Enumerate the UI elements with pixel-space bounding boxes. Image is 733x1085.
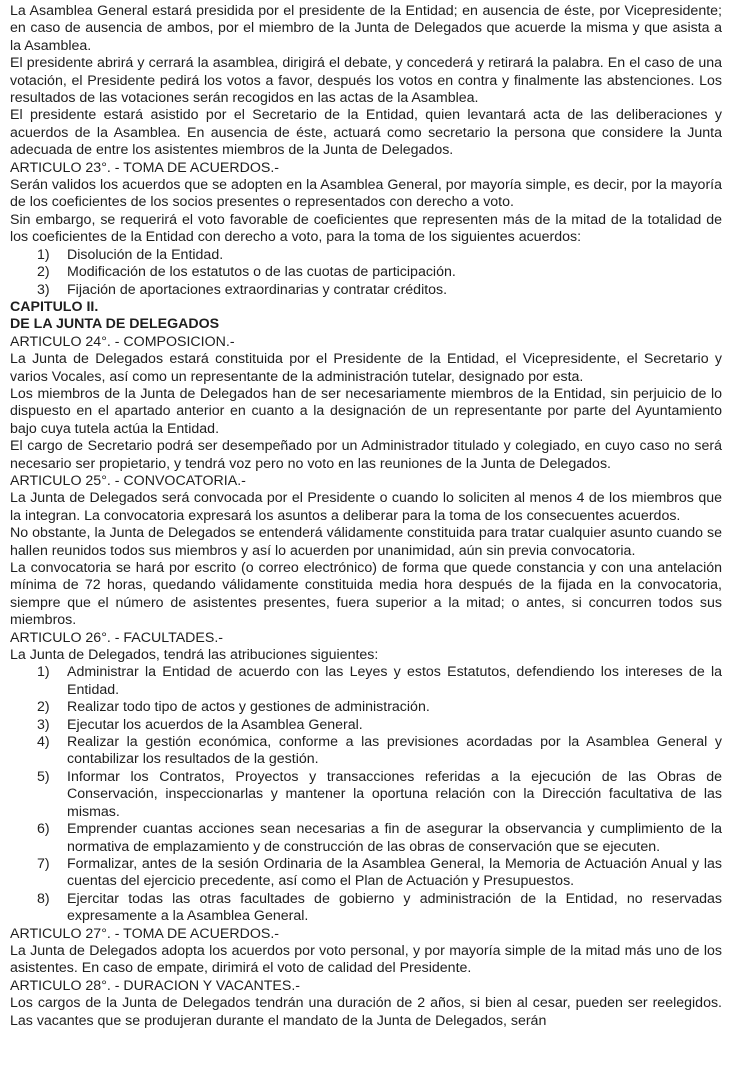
list-item: [10, 734, 722, 769]
paragraph-presidente-debate: El presidente abrirá y cerrará la asamblea, dirigirá el debate, y concederá y retirará la palabra. En el caso de una votación, el Presidente pedirá los votos a favor, después los votos en contra y finalmente las abstenciones. Los resultados de las votaciones serán recogidos en las actas de la Asamblea.: [10, 55, 722, 107]
article-27-heading: ARTICULO 27°. - TOMA DE ACUERDOS.-: [10, 925, 279, 942]
list-item: [10, 247, 722, 264]
list-item-text: Informar los Contratos, Proyectos y transacciones referidas a la ejecución de las Obras de Conservación, inspeccionarlas y mantener la oportuna relación con la Dirección facultativa de las mismas.: [67, 768, 722, 820]
list-item-text: Formalizar, antes de la sesión Ordinaria de la Asamblea General, la Memoria de Actuación Anual y las cuentas del ejercicio precedente, así como el Plan de Actuación y Presupuestos.: [67, 855, 722, 890]
list-item: [10, 769, 722, 821]
list-item-number: 7): [37, 855, 50, 872]
paragraph-voto-personal: La Junta de Delegados adopta los acuerdos por voto personal, y por mayoría simple de la mitad más uno de los asistentes. En caso de empate, dirimirá el voto de calidad del Presidente.: [10, 942, 722, 977]
chapter-2-heading: CAPITULO II.: [10, 298, 99, 315]
paragraph-miembros-junta: Los miembros de la Junta de Delegados han de ser necesariamente miembros de la Entidad, sin perjuicio de lo dispuesto en el apartado anterior en cuanto a la designación de un representante por parte del Ayuntamiento bajo cuya tutela actúa la Entidad.: [10, 385, 722, 437]
paragraph-asamblea-presidencia: La Asamblea General estará presidida por el presidente de la Entidad; en ausencia de éste, por Vicepresidente; en caso de ausencia de ambos, por el miembro de la Junta de Delegados que acuerde la misma y que asista a la Asamblea.: [10, 3, 722, 54]
list-item-text: Modificación de los estatutos o de las cuotas de participación.: [67, 264, 456, 281]
list-item-text: Disolución de la Entidad.: [67, 246, 224, 263]
list-item-text: Ejercitar todas las otras facultades de gobierno y administración de la Entidad, no reservadas expresamente a la Asamblea General.: [67, 890, 722, 925]
list-item: [10, 664, 722, 699]
paragraph-duracion-cargos: Los cargos de la Junta de Delegados tendrán una duración de 2 años, si bien al cesar, pueden ser reelegidos. Las vacantes que se produjeran durante el mandato de la Junta de Delegados, serán: [10, 995, 722, 1029]
list-item-number: 1): [37, 246, 50, 263]
list-item: [10, 717, 722, 734]
list-item-number: 5): [37, 768, 50, 785]
paragraph-convocatoria-escrito: La convocatoria se hará por escrito (o correo electrónico) de forma que quede constancia y con una antelación mínima de 72 horas, quedando válidamente constituida media hora después de la fijada en la convocatoria, siempre que el número de asistentes presentes, fuera superior a la mitad; o antes, si concurren todos sus miembros.: [10, 560, 722, 629]
list-item-text: Emprender cuantas acciones sean necesarias a fin de asegurar la observancia y cumplimiento de la normativa de emplazamiento y de construcción de las obras de conservación que se ejecuten.: [67, 821, 722, 855]
article-25-heading: ARTICULO 25°. - CONVOCATORIA.-: [10, 472, 246, 489]
list-item: [10, 264, 722, 281]
list-item-number: 3): [37, 716, 50, 733]
paragraph-atribuciones-intro: La Junta de Delegados, tendrá las atribuciones siguientes:: [10, 647, 379, 664]
list-item-number: 2): [37, 699, 50, 716]
paragraph-convocatoria-presidente: La Junta de Delegados será convocada por el Presidente o cuando lo soliciten al menos 4 de los miembros que la integran. La convocatoria expresará los asuntos a deliberar para la toma de los consecuentes acuerdos.: [10, 490, 722, 524]
paragraph-voto-favorable: Sin embargo, se requerirá el voto favorable de coeficientes que representen más de la mitad de la totalidad de los coeficientes de la Entidad con derecho a voto, para la toma de los siguientes acuerdos:: [10, 211, 722, 246]
article-23-heading: ARTICULO 23°. - TOMA DE ACUERDOS.-: [10, 159, 279, 176]
list-item-number: 1): [37, 664, 50, 681]
list-item-number: 4): [37, 734, 50, 751]
paragraph-secretario-actas: El presidente estará asistido por el Secretario de la Entidad, quien levantará acta de las deliberaciones y acuerdos de la Asamblea. En ausencia de éste, actuará como secretario la persona que considere la Junta adecuada de entre los asistentes miembros de la Junta de Delegados.: [10, 107, 722, 159]
chapter-2-title: DE LA JUNTA DE DELEGADOS: [10, 316, 220, 333]
list-item-text: Realizar la gestión económica, conforme a las previsiones acordadas por la Asamblea General y contabilizar los resultados de la gestión.: [67, 734, 722, 768]
list-item: [10, 821, 722, 856]
list-item-text: Ejecutar los acuerdos de la Asamblea General.: [67, 716, 363, 733]
numbered-list-facultades: [10, 664, 722, 925]
list-item-text: Fijación de aportaciones extraordinarias y contratar créditos.: [67, 281, 448, 298]
list-item-number: 3): [37, 281, 50, 298]
list-item-number: 2): [37, 264, 50, 281]
article-24-heading: ARTICULO 24°. - COMPOSICION.-: [10, 333, 235, 350]
list-item: [10, 891, 722, 926]
numbered-list-acuerdos: [10, 247, 722, 299]
list-item-number: 6): [37, 821, 50, 838]
article-28-heading: ARTICULO 28°. - DURACION Y VACANTES.-: [10, 977, 301, 994]
paragraph-mayoria-simple: Serán validos los acuerdos que se adopten en la Asamblea General, por mayoría simple, es decir, por la mayoría de los coeficientes de los socios presentes o representados con derecho a voto.: [10, 177, 722, 211]
paragraph-constitucion-unanimidad: No obstante, la Junta de Delegados se entenderá válidamente constituida para tratar cualquier asunto cuando se hallen reunidos todos sus miembros y así lo acuerden por unanimidad, aún sin previa convocatoria.: [10, 525, 722, 559]
article-26-heading: ARTICULO 26°. - FACULTADES.-: [10, 629, 224, 646]
list-item-text: Administrar la Entidad de acuerdo con las Leyes y estos Estatutos, defendiendo los intereses de la Entidad.: [67, 664, 722, 698]
list-item-text: Realizar todo tipo de actos y gestiones de administración.: [67, 699, 430, 716]
list-item-number: 8): [37, 890, 50, 907]
list-item: [10, 856, 722, 891]
list-item: [10, 282, 722, 299]
list-item: [10, 699, 722, 716]
paragraph-junta-composicion: La Junta de Delegados estará constituida por el Presidente de la Entidad, el Vicepresidente, el Secretario y varios Vocales, así como un representante de la administración tutelar, designado por esta.: [10, 351, 722, 385]
paragraph-cargo-secretario: El cargo de Secretario podrá ser desempeñado por un Administrador titulado y colegiado, en cuyo caso no será necesario ser propietario, y tendrá voz pero no voto en las reuniones de la Junta de Delegados.: [10, 438, 722, 472]
